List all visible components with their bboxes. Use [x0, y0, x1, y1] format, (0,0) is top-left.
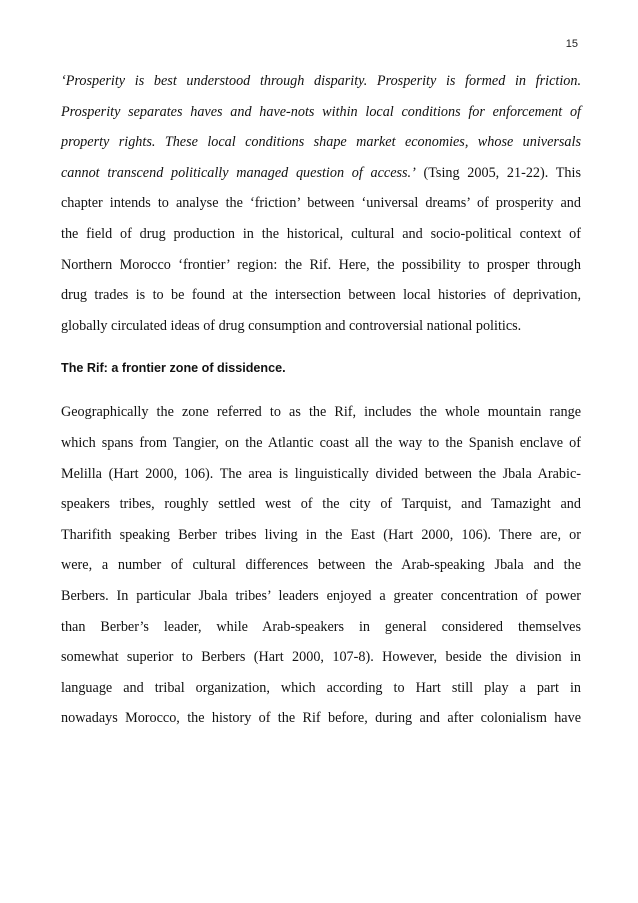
text-line: chapter intends to analyse the ‘friction’ between ‘universal dreams’ of prosperity and [61, 195, 581, 212]
text-line: Berbers. In particular Jbala tribes’ leaders enjoyed a greater concentration of power [61, 587, 581, 604]
text-line: Geographically the zone referred to as the Rif, includes the whole mountain range [61, 404, 581, 421]
page-content [61, 66, 581, 734]
text-line: the field of drug production in the historical, cultural and socio-political context of [61, 225, 581, 242]
text-line: which spans from Tangier, on the Atlantic coast all the way to the Spanish enclave of [61, 434, 581, 451]
text-line [61, 158, 581, 189]
quote-text: property rights. These local conditions shape market economies, whose universals [61, 134, 581, 151]
section-heading: The Rif: a frontier zone of dissidence. [61, 361, 286, 376]
quote-text: ‘Prosperity is best understood through disparity. Prosperity is formed in friction. [61, 73, 581, 89]
text-line [61, 66, 581, 97]
text-line: than Berber’s leader, while Arab-speakers in general considered themselves [61, 618, 581, 635]
text-line: nowadays Morocco, the history of the Rif before, during and after colonialism have [61, 710, 581, 727]
text-line: speakers tribes, roughly settled west of the city of Tarquist, and Tamazight and [61, 496, 581, 513]
body-paragraph [61, 397, 581, 734]
spacer [61, 341, 581, 353]
quote-paragraph [61, 66, 581, 341]
text-line: were, a number of cultural differences between the Arab-speaking Jbala and the [61, 557, 581, 574]
text-line: drug trades is to be found at the intersection between local histories of deprivation, [61, 287, 581, 304]
text-line: Northern Morocco ‘frontier’ region: the Rif. Here, the possibility to prosper through [61, 256, 581, 273]
text-line: somewhat superior to Berbers (Hart 2000, 107-8). However, beside the division in [61, 649, 581, 666]
text-line: globally circulated ideas of drug consumption and controversial national politics. [61, 317, 522, 334]
text-line: language and tribal organization, which according to Hart still play a part in [61, 679, 581, 696]
quote-text: cannot transcend politically managed question of access.’ [61, 164, 416, 181]
text-line: Melilla (Hart 2000, 106). The area is linguistically divided between the Jbala Arabic- [61, 465, 581, 482]
text-line [61, 127, 581, 158]
quote-text: Prosperity separates haves and have-nots within local conditions for enforcement of [61, 103, 581, 120]
text-line: Tharifith speaking Berber tribes living in the East (Hart 2000, 106). There are, or [61, 526, 581, 543]
text-line [61, 97, 581, 128]
citation-text: (Tsing 2005, 21-22). This [415, 164, 581, 181]
page-number: 15 [565, 38, 578, 50]
spacer [61, 383, 581, 397]
